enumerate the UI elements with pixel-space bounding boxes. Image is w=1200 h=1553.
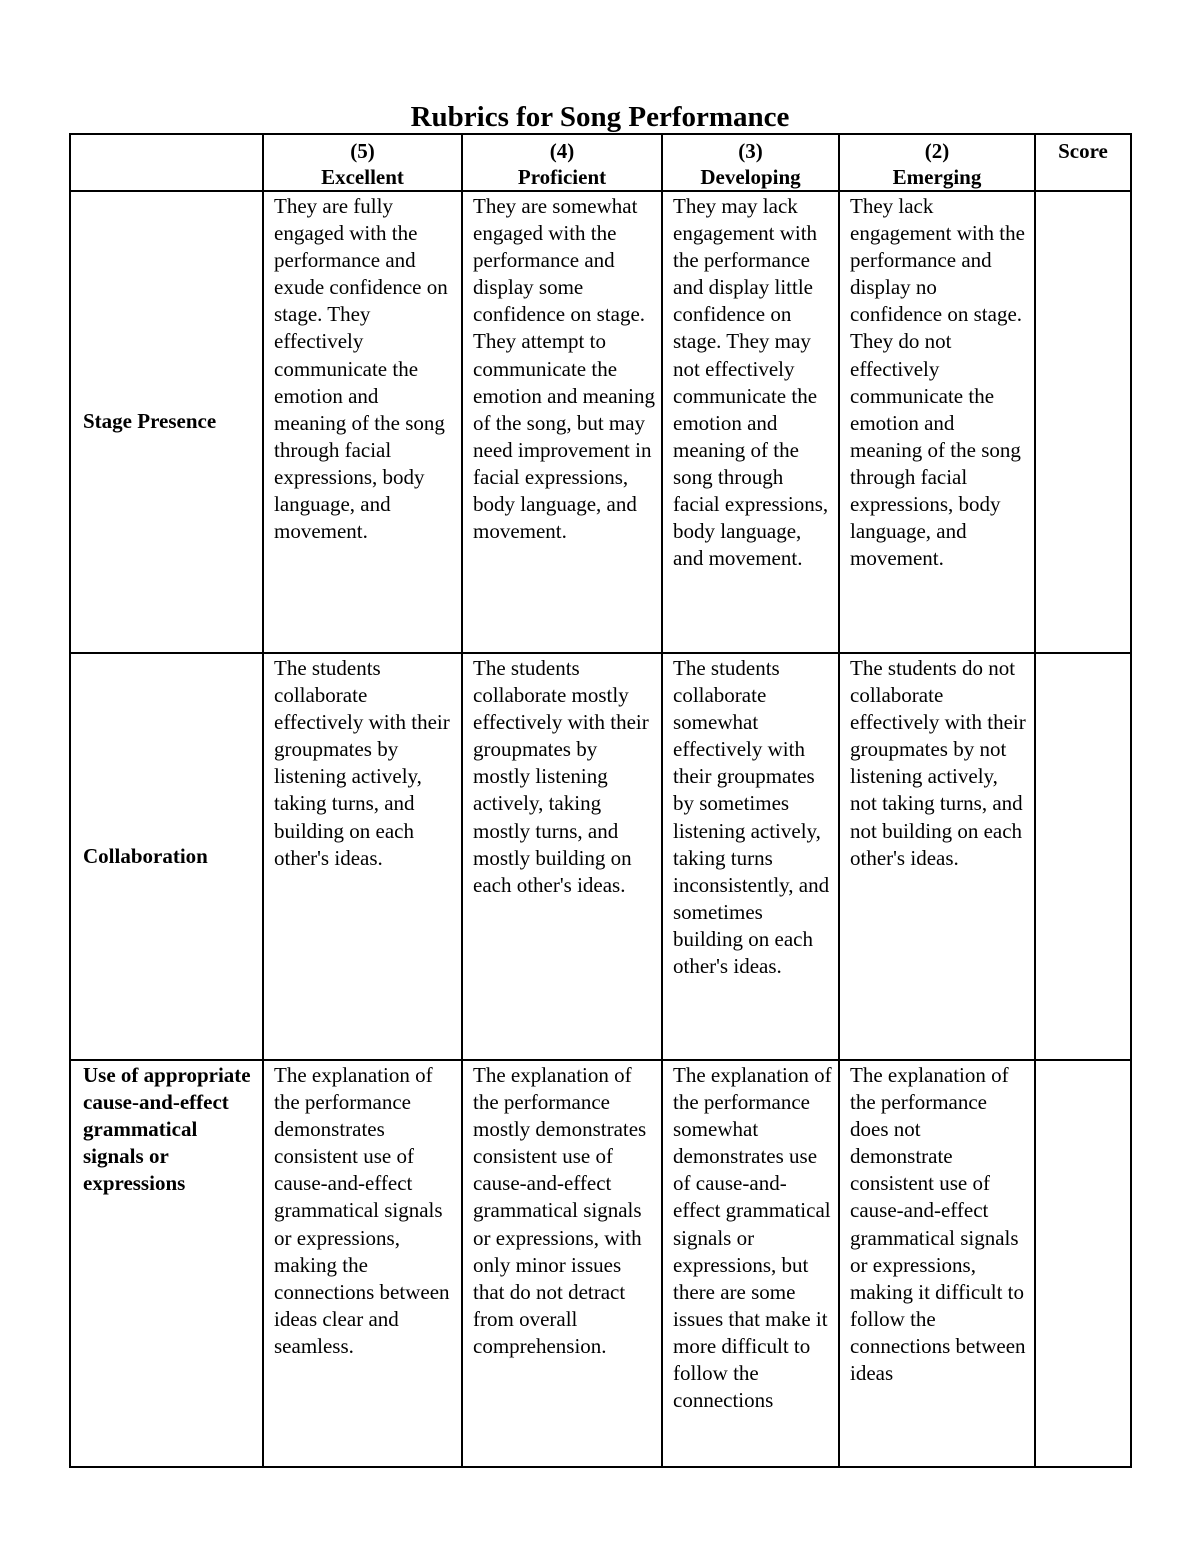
criterion-label: Collaboration bbox=[70, 653, 263, 1060]
level-name: Emerging bbox=[892, 165, 982, 189]
rubric-cell-emerging: They lack engagement with the performance and display no confidence on stage. They do not effectively communicate the emotion and meaning of the song through facial expressions, body language, and movement. bbox=[839, 191, 1035, 653]
header-level-proficient bbox=[462, 134, 662, 191]
header-level-excellent bbox=[263, 134, 462, 191]
level-name: Excellent bbox=[321, 165, 404, 189]
header-criterion-cell bbox=[70, 134, 263, 191]
rubric-cell-excellent: The students collaborate effectively with their groupmates by listening actively, taking turns, and building on each other's ideas. bbox=[263, 653, 462, 1060]
rubric-cell-emerging: The explanation of the performance does not demonstrate consistent use of cause-and-effect grammatical signals or expressions, making it difficult to follow the connections between ideas bbox=[839, 1060, 1035, 1467]
rubric-cell-proficient: They are somewhat engaged with the performance and display some confidence on stage. They attempt to communicate the emotion and meaning of the song, but may need improvement in facial expressions, body language, and movement. bbox=[462, 191, 662, 653]
header-score: Score bbox=[1035, 134, 1131, 191]
rubric-cell-proficient: The students collaborate mostly effectively with their groupmates by mostly listening actively, taking mostly turns, and mostly building on each other's ideas. bbox=[462, 653, 662, 1060]
level-number: (4) bbox=[549, 139, 575, 163]
criterion-label: Stage Presence bbox=[70, 191, 263, 653]
rubric-cell-emerging: The students do not collaborate effectively with their groupmates by not listening actively, not taking turns, and not building on each other's ideas. bbox=[839, 653, 1035, 1060]
rubric-table bbox=[69, 133, 1132, 1468]
rubric-cell-developing: They may lack engagement with the performance and display little confidence on stage. They may not effectively communicate the emotion and meaning of the song through facial expressions, body language, and movement. bbox=[662, 191, 839, 653]
rubric-cell-developing: The students collaborate somewhat effectively with their groupmates by sometimes listening actively, taking turns inconsistently, and sometimes building on each other's ideas. bbox=[662, 653, 839, 1060]
score-cell bbox=[1035, 653, 1131, 1060]
header-row bbox=[70, 134, 1131, 191]
header-level-emerging bbox=[839, 134, 1035, 191]
rubric-cell-excellent: They are fully engaged with the performance and exude confidence on stage. They effectively communicate the emotion and meaning of the song through facial expressions, body language, and movement. bbox=[263, 191, 462, 653]
table-row-cause-and-effect bbox=[70, 1060, 1131, 1467]
rubric-cell-developing: The explanation of the performance somewhat demonstrates use of cause-and-effect grammatical signals or expressions, but there are some issues that make it more difficult to follow the connections bbox=[662, 1060, 839, 1467]
level-name: Developing bbox=[700, 165, 801, 189]
score-cell bbox=[1035, 1060, 1131, 1467]
table-row-stage-presence bbox=[70, 191, 1131, 653]
header-level-developing bbox=[662, 134, 839, 191]
level-number: (2) bbox=[924, 139, 950, 163]
page-title: Rubrics for Song Performance bbox=[410, 101, 790, 133]
level-number: (3) bbox=[738, 139, 763, 163]
criterion-label: Use of appropriate cause-and-effect grammatical signals or expressions bbox=[70, 1060, 263, 1467]
level-number: (5) bbox=[350, 139, 375, 163]
level-name: Proficient bbox=[517, 165, 607, 189]
table-row-collaboration bbox=[70, 653, 1131, 1060]
score-cell bbox=[1035, 191, 1131, 653]
rubric-cell-excellent: The explanation of the performance demonstrates consistent use of cause-and-effect grammatical signals or expressions, making the connections between ideas clear and seamless. bbox=[263, 1060, 462, 1467]
rubric-cell-proficient: The explanation of the performance mostly demonstrates consistent use of cause-and-effect grammatical signals or expressions, with only minor issues that do not detract from overall comprehension. bbox=[462, 1060, 662, 1467]
